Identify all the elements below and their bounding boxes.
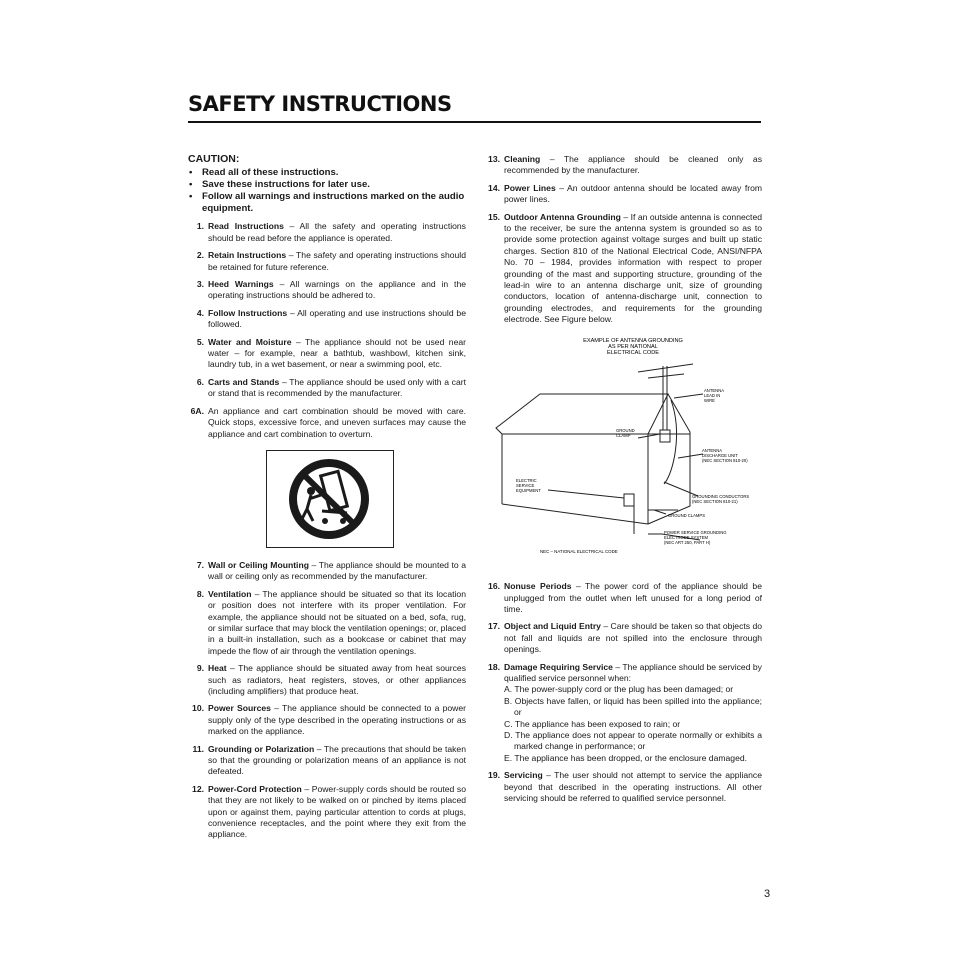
diagram-label: ANTENNA	[702, 447, 723, 453]
diagram-label: (NEC ART 250, PART H)	[664, 539, 711, 545]
diagram-label: ELECTRODE SYSTEM	[664, 534, 708, 540]
item-heading: Object and Liquid Entry	[504, 621, 601, 632]
diagram-label: POWER SERVICE GROUNDING	[664, 529, 727, 535]
cart-tipover-icon	[267, 451, 393, 547]
instruction-item	[484, 621, 762, 655]
diagram-title-line: EXAMPLE OF ANTENNA GROUNDING	[583, 337, 683, 344]
item-text: – The appliance should not be used near water – for example, near a bathtub, washbowl, kitchen sink, laundry tub, in a wet basement, or near a swimming pool, etc.	[208, 336, 466, 370]
item-number: 8.	[196, 588, 204, 599]
instruction-item	[188, 250, 466, 273]
item-heading: Read Instructions	[208, 221, 284, 232]
item-heading: Grounding or Polarization	[208, 743, 315, 754]
item-text: – The appliance should be situated so that its location or position does not interfere with its proper ventilation. For example, the appliance should not be situated on a bed, sofa, rug, or similar surface that may block the ventilation openings; or, placed in a built-in installation, such as a bookcase or cabinet that may impede the flow of air through the ventilation openings.	[208, 588, 466, 656]
item-number: 14.	[488, 182, 500, 193]
item-heading: Power-Cord Protection	[208, 783, 302, 794]
diagram-label: (NEC SECTION 810-20)	[702, 457, 748, 463]
item-number: 9.	[196, 663, 204, 674]
left-column	[188, 154, 466, 847]
item-number: 5.	[196, 336, 204, 347]
item-number: 4.	[196, 307, 204, 318]
item-text: An appliance and cart combination should be moved with care. Quick stops, excessive force, and uneven surfaces may cause the appliance and cart combination to overturn.	[208, 405, 466, 439]
caution-label: CAUTION:	[188, 153, 240, 165]
item-heading: Carts and Stands	[208, 376, 280, 387]
diagram-label: GROUNDING CONDUCTORS	[692, 493, 750, 499]
instruction-item	[484, 212, 762, 326]
item-text: – All warnings on the appliance and in the operating instructions should be adhered to.	[208, 279, 467, 301]
item-number: 19.	[488, 770, 500, 781]
item-text: – Care should be taken so that objects do not fall and liquids are not spilled into the enclosure through openings.	[504, 621, 762, 655]
item-heading: Heat	[208, 663, 227, 674]
item-number: 12.	[192, 783, 204, 794]
cart-warning-figure	[266, 450, 394, 548]
item-heading: Retain Instructions	[208, 250, 287, 261]
item-number: 13.	[488, 154, 500, 164]
item-heading: Cleaning	[504, 154, 541, 164]
instruction-item	[188, 703, 466, 737]
item-heading: Outdoor Antenna Grounding	[504, 211, 621, 222]
caution-bullet: • Follow all warnings and instructions marked on the audio equipment.	[188, 191, 466, 215]
instruction-item	[484, 183, 762, 206]
item-heading: Water and Moisture	[208, 336, 292, 347]
instruction-item	[188, 337, 466, 371]
diagram-label: CLAMP	[616, 432, 631, 438]
caution-bullet: • Read all of these instructions.	[188, 167, 466, 179]
item-heading: Damage Requiring Service	[504, 661, 613, 672]
item-number: 6A.	[190, 405, 204, 416]
diagram-label: GROUND	[616, 427, 635, 433]
item-heading: Nonuse Periods	[504, 581, 572, 592]
item-number: 16.	[488, 581, 500, 592]
instruction-item	[484, 154, 762, 177]
diagram-label: LEAD IN	[704, 392, 721, 398]
item-number: 7.	[196, 559, 204, 570]
right-column	[484, 154, 762, 810]
instruction-item	[188, 663, 466, 697]
instruction-item	[484, 662, 762, 765]
item-text: – An outdoor antenna should be located away from power lines.	[504, 182, 763, 205]
diagram-label: EQUIPMENT	[516, 487, 541, 493]
item-heading: Power Lines	[504, 182, 556, 193]
instruction-item	[188, 377, 466, 400]
item-number: 15.	[488, 211, 500, 222]
item-text: – The appliance should be connected to a power supply only of the type described in the operating instructions or as marked on the appliance.	[208, 703, 466, 737]
diagram-label: ELECTRIC	[516, 477, 537, 483]
item-number: 11.	[192, 743, 204, 754]
service-condition: B. Objects have fallen, or liquid has been spilled into the appliance; or	[504, 695, 762, 718]
caution-bullet: • Save these instructions for later use.	[188, 179, 466, 191]
item-text: – Power-supply cords should be routed so that they are not likely to be walked on or pinched by items placed upon or against them, paying particular attention to cords at plugs, convenience receptacles, and the point where they exit from the appliance.	[208, 783, 466, 840]
instruction-item	[484, 770, 762, 804]
instruction-item	[188, 560, 466, 583]
item-number: 10.	[192, 703, 204, 714]
diagram-title-line: AS PER NATIONAL	[608, 343, 658, 350]
instruction-item	[188, 784, 466, 841]
service-condition: C. The appliance has been exposed to rain; or	[504, 718, 681, 729]
item-heading: Heed Warnings	[208, 279, 274, 290]
diagram-label: ANTENNA	[704, 387, 725, 393]
item-text: – The appliance should be used only with a cart or stand that is recommended by the manufacturer.	[208, 376, 466, 399]
instruction-item	[188, 308, 466, 331]
item-text: – The appliance should be cleaned only as recommended by the manufacturer.	[504, 154, 762, 176]
diagram-note: NEC – NATIONAL ELECTRICAL CODE	[540, 548, 618, 554]
item-number: 18.	[488, 661, 500, 672]
item-text: – The power cord of the appliance should be unplugged from the outlet when left unused for a long period of time.	[504, 581, 762, 614]
item-number: 17.	[488, 621, 500, 632]
instruction-item	[188, 221, 466, 244]
diagram-title-line: ELECTRICAL CODE	[606, 349, 660, 356]
item-text: – All the safety and operating instructions should be read before the appliance is operated.	[208, 221, 466, 243]
item-heading: Power Sources	[208, 703, 271, 714]
item-heading: Servicing	[504, 770, 543, 781]
caution-bullets	[188, 167, 466, 215]
service-condition: D. The appliance does not appear to operate normally or exhibits a marked change in performance; or	[504, 729, 762, 752]
item-number: 1.	[196, 221, 204, 232]
antenna-grounding-diagram	[488, 334, 762, 567]
item-heading: Wall or Ceiling Mounting	[208, 559, 309, 570]
instruction-item	[188, 589, 466, 657]
instruction-item	[188, 406, 466, 440]
item-text: – The safety and operating instructions should be retained for future reference.	[208, 250, 466, 272]
item-text: – If an outside antenna is connected to the receiver, be sure the antenna system is grounded so as to provide some protection against voltage surges and built up static charges. Section 810 of the National Electrical Code, ANSI/NFPA No. 70 – 1984, provides information with respect to proper grounding of the mast and supporting structure, grounding of the lead-in wire to an antenna discharge unit, size of grounding conductors, location of antenna-discharge unit, connection to grounding electrodes, and requirements for the grounding electrode. See Figure below.	[504, 211, 763, 325]
antenna-grounding-drawing	[488, 334, 762, 564]
diagram-label: DISCHARGE UNIT	[702, 452, 738, 458]
diagram-label: GROUND CLAMPS	[668, 512, 705, 518]
instruction-item	[484, 581, 762, 615]
service-condition: E. The appliance has been dropped, or the enclosure damaged.	[504, 752, 748, 763]
diagram-label: SERVICE	[516, 482, 535, 488]
instruction-item	[188, 744, 466, 778]
item-number: 2.	[196, 250, 204, 261]
item-text: – The appliance should be mounted to a wall or ceiling only as recommended by the manufacturer.	[208, 559, 466, 582]
item-number: 6.	[196, 376, 204, 387]
diagram-label: WIRE	[704, 397, 715, 403]
item-heading: Follow Instructions	[208, 307, 288, 318]
item-text: – All operating and use instructions should be followed.	[208, 307, 466, 330]
item-text: – The user should not attempt to service the appliance beyond that described in the operating instructions. All other servicing should be referred to qualified service personnel.	[504, 770, 762, 803]
service-condition: A. The power-supply cord or the plug has been damaged; or	[504, 684, 734, 695]
item-text: – The precautions that should be taken so that the grounding or polarization means of an appliance is not defeated.	[208, 743, 466, 777]
page-title: SAFETY INSTRUCTIONS	[188, 92, 452, 116]
item-heading: Ventilation	[208, 588, 252, 599]
item-text: – The appliance should be serviced by qualified service personnel when:	[504, 661, 762, 683]
diagram-label: (NEC SECTION 810-21)	[692, 498, 738, 504]
title-rule	[188, 121, 761, 123]
item-text: – The appliance should be situated away from heat sources such as radiators, heat registers, stoves, or other appliances (including amplifiers) that produce heat.	[208, 663, 466, 696]
instruction-item	[188, 279, 466, 302]
item-number: 3.	[196, 279, 204, 290]
page-number: 3	[764, 888, 771, 900]
